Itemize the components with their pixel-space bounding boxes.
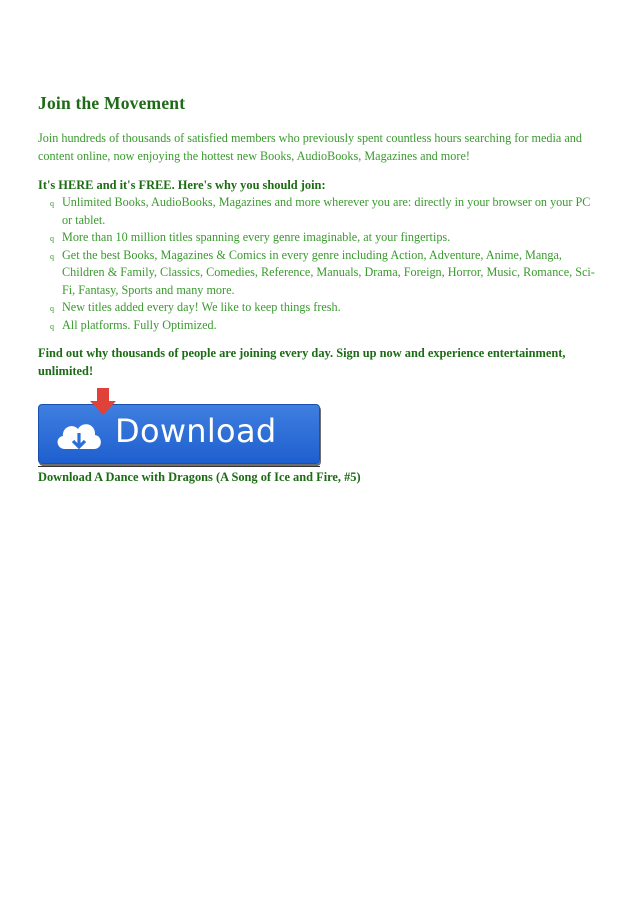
bullet-icon: q: [50, 234, 54, 243]
book-download-link[interactable]: Download A Dance with Dragons (A Song of Ice and Fire, #5): [38, 470, 361, 484]
why-heading: It's HERE and it's FREE. Here's why you should join:: [38, 178, 326, 192]
download-button-label: Download: [115, 412, 277, 450]
bullet-icon: q: [50, 199, 54, 208]
list-item: q More than 10 million titles spanning every genre imaginable, at your fingertips.: [38, 229, 603, 247]
list-item: q Get the best Books, Magazines & Comics in every genre including Action, Adventure, Anime, Manga, Children & Family, Classics, Comedies, Reference, Manuals, Drama, Foreign, Horror, Music, Romance, Sci-Fi, Fantasy, Sports and many more.: [50, 247, 595, 297]
download-button[interactable]: [38, 404, 320, 464]
page-title: Join the Movement: [38, 93, 186, 113]
download-banner[interactable]: [38, 388, 320, 468]
list-item: q Unlimited Books, AudioBooks, Magazines and more wherever you are: directly in your browser on your PC or tablet.: [50, 195, 591, 227]
cloud-download-icon: [53, 415, 105, 455]
bullet-icon: q: [50, 321, 54, 331]
divider: [38, 466, 320, 467]
list-item: q All platforms. Fully Optimized.: [38, 317, 603, 335]
bullet-icon: q: [50, 251, 54, 261]
benefits-list: [38, 194, 603, 334]
arrow-down-icon: [88, 388, 118, 418]
call-to-action: Find out why thousands of people are joining every day. Sign up now and experience entertainment, unlimited!: [38, 346, 566, 378]
list-item: q New titles added every day! We like to keep things fresh.: [38, 299, 603, 317]
intro-paragraph: Join hundreds of thousands of satisfied members who previously spent countless hours searching for media and content online, now enjoying the hottest new Books, AudioBooks, Magazines and more!: [38, 131, 582, 163]
bullet-icon: q: [50, 304, 54, 313]
